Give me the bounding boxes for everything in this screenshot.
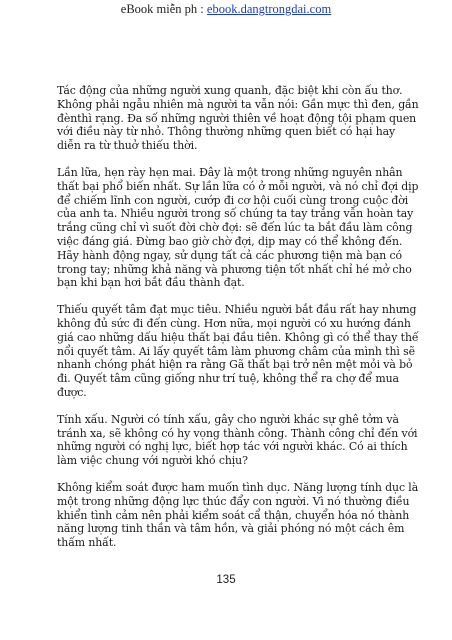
paragraph-2 [57, 165, 419, 290]
text-line: việc đáng giá. Đừng bao giờ chờ đợi, dịp may có thể không đến. [57, 234, 403, 248]
paragraph-3 [57, 303, 419, 400]
text-line: với điều này từ nhỏ. Thông thường những quen biết có hại hay [57, 125, 396, 139]
text-line: một trong những động lực thúc đẩy con người. Vì nó thường điều [57, 494, 410, 508]
page-number: 135 [216, 574, 236, 586]
text-line: được. [57, 385, 87, 399]
text-line: Tính xấu. Người có tính xấu, gây cho người khác sự ghê tởm và [57, 412, 399, 426]
paragraph-5 [57, 480, 419, 550]
text-line: khiển tình cảm nên phải kiểm soát cẩ thận, chuyển hóa nó thành [57, 508, 410, 522]
text-line: Không phải ngẫu nhiên mà người ta vẫn nói: Gần mực thì đen, gần [57, 97, 419, 111]
text-line: làm việc chung với người khó chịu? [57, 454, 248, 468]
text-line: đi. Quyết tâm cũng giống như trí tuệ, không thể ra chợ để mua [57, 372, 399, 386]
text-line: nổi quyết tâm. Ai lấy quyết tâm làm phương châm của mình thì sẽ [57, 344, 415, 358]
header-prefix: eBook miễn ph : [120, 2, 207, 16]
text-line: nhanh chóng phát hiện ra rằng Gã thất bại trở nên mệt mỏi và bỏ [57, 358, 413, 372]
text-line: đènthì rạng. Đa số những người thiên về hoạt động tội phạm quen [57, 111, 417, 125]
text-line: diễn ra từ thuở thiếu thời. [57, 139, 198, 153]
text-line: để chiếm lĩnh con người, cướp đi cơ hội cuối cùng trong cuộc đời [57, 193, 409, 207]
text-line: thất bại phổ biến nhất. Sự lần lữa có ở mỗi người, và nó chỉ đợi dịp [57, 179, 419, 193]
text-line: Lần lữa, hẹn rày hẹn mai. Đây là một trong những nguyên nhân [57, 165, 403, 179]
text-line: Không kiểm soát được ham muốn tình dục. Năng lượng tính dục là [57, 480, 419, 494]
text-line: trắng cũng chỉ vì suốt đời chờ đợi: sẽ đến lúc ta bắt đầu làm công [57, 221, 413, 235]
page-body [57, 84, 419, 563]
text-line: những người có nghị lực, biết hợp tác với người khác. Có ai thích [57, 440, 408, 454]
text-line: bạn khi bạn hơi bắt đầu thành đạt. [57, 276, 245, 290]
paragraph-1 [57, 84, 419, 153]
text-line: giá cao những dấu hiệu thất bại đầu tiên. Không gì có thể thay thế [57, 330, 419, 344]
text-line: Tác động của những người xung quanh, đặc biệt khi còn ấu thơ. [57, 84, 403, 97]
text-line: Hãy hành động ngay, sử dụng tất cả các phương tiện mà bạn có [57, 248, 402, 262]
text-line: trong tay; những khả năng và phương tiện tốt nhất chỉ hé mở cho [57, 262, 412, 276]
text-line: của anh ta. Nhiều người trong số chúng ta tay trắng vẫn hoàn tay [57, 207, 414, 221]
page-header [0, 2, 452, 17]
text-line: thấm nhất. [57, 536, 117, 550]
header-link[interactable]: ebook.dangtrongdai.com [206, 2, 332, 16]
text-line: năng lượng tinh thần và tâm hồn, và giải phóng nó một cách êm [57, 522, 405, 536]
text-line: tránh xa, sẽ không có hy vọng thành công. Thành công chỉ đến với [57, 426, 418, 440]
paragraph-4 [57, 412, 418, 468]
text-line: không đủ sức đi đến cùng. Hơn nữa, mọi người có xu hướng đánh [57, 316, 411, 330]
text-line: Thiếu quyết tâm đạt mục tiêu. Nhiều người bắt đầu rất hay nhưng [57, 303, 417, 317]
